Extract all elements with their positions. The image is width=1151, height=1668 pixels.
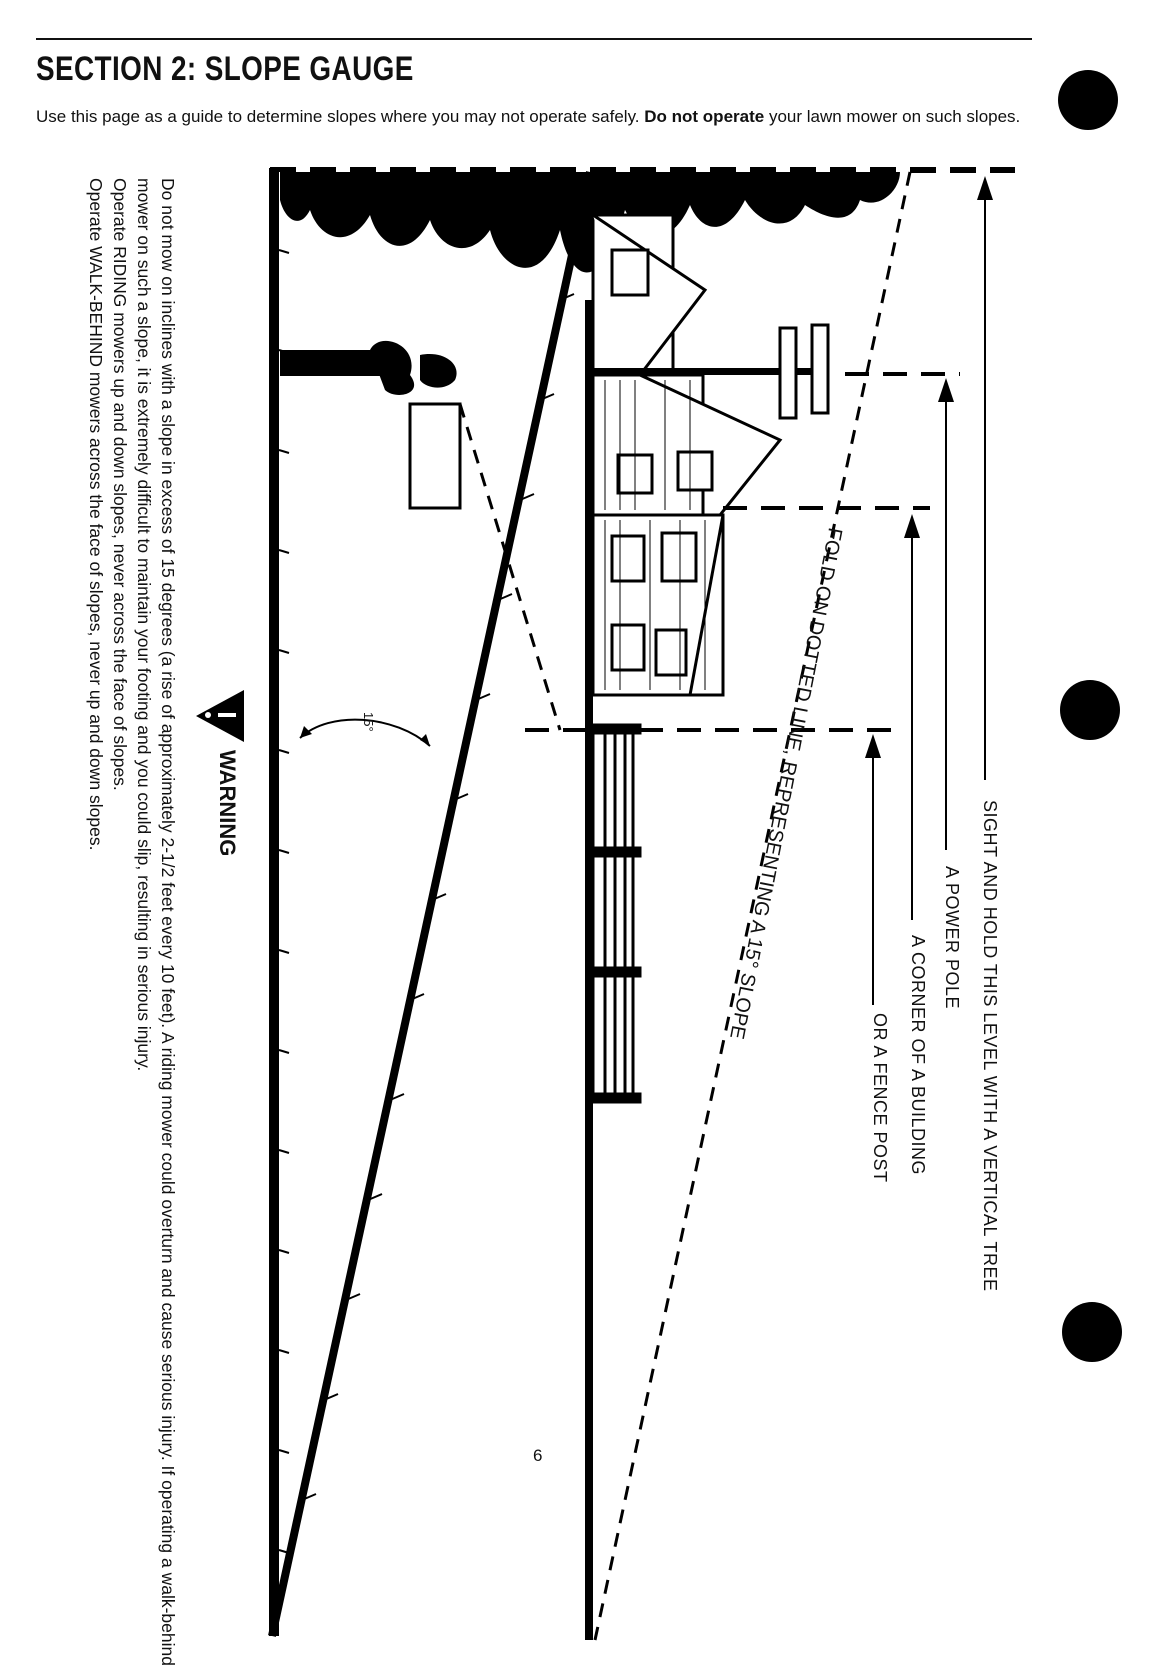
ground-left-edge — [269, 168, 279, 1636]
pole-crossarm-a — [780, 328, 796, 418]
slope-wedge — [279, 172, 598, 1636]
building — [593, 215, 780, 695]
arrowhead-pole — [938, 378, 954, 402]
fold-label: FOLD ON DOTTED LINE, REPRESENTING A 15° SLOPE — [725, 525, 846, 1041]
warning-line-1: Do not mow on inclines with a slope in excess of 15 degrees (a rise of approximately 2-1/2 feet every 10 feet). A riding mower could overturn and cause serious injury. If operating a walk-behind mower on such a slope, it is extremely difficult to maintain your footing and you could slip, resulting in serious injury. — [134, 178, 178, 1666]
binder-hole-top — [1058, 70, 1118, 130]
operator-figure — [410, 404, 460, 508]
label-fence-post: OR A FENCE POST — [870, 1013, 890, 1183]
angle-label: 15° — [361, 712, 376, 732]
intro-text-start: Use this page as a guide to determine slopes where you may not operate safely. — [36, 107, 645, 126]
warning-line-3: Operate WALK-BEHIND mowers across the face of slopes, never up and down slopes. — [86, 178, 106, 851]
pole-crossarm-b — [812, 325, 828, 413]
warning-line-2: Operate RIDING mowers up and down slopes, never across the face of slopes. — [110, 178, 130, 791]
warning-heading: WARNING — [215, 750, 240, 857]
warning-text — [84, 178, 180, 1668]
arrowhead-building — [904, 514, 920, 538]
header-rule — [36, 38, 1032, 40]
arrowhead-tree — [977, 176, 993, 200]
warning-exclamation-dot — [205, 712, 211, 718]
label-building-corner: A CORNER OF A BUILDING — [908, 935, 928, 1176]
intro-text-end: your lawn mower on such slopes. — [764, 107, 1021, 126]
section-title: SECTION 2: SLOPE GAUGE — [36, 50, 414, 88]
intro-text-bold: Do not operate — [644, 107, 765, 126]
intro-paragraph — [36, 106, 1046, 127]
fence — [590, 725, 640, 1102]
label-power-pole: A POWER POLE — [942, 866, 962, 1010]
warning-exclamation — [218, 713, 236, 717]
label-tree: SIGHT AND HOLD THIS LEVEL WITH A VERTICAL TREE — [980, 800, 1000, 1292]
page-number: 6 — [533, 1446, 543, 1465]
arrowhead-fence — [865, 734, 881, 758]
